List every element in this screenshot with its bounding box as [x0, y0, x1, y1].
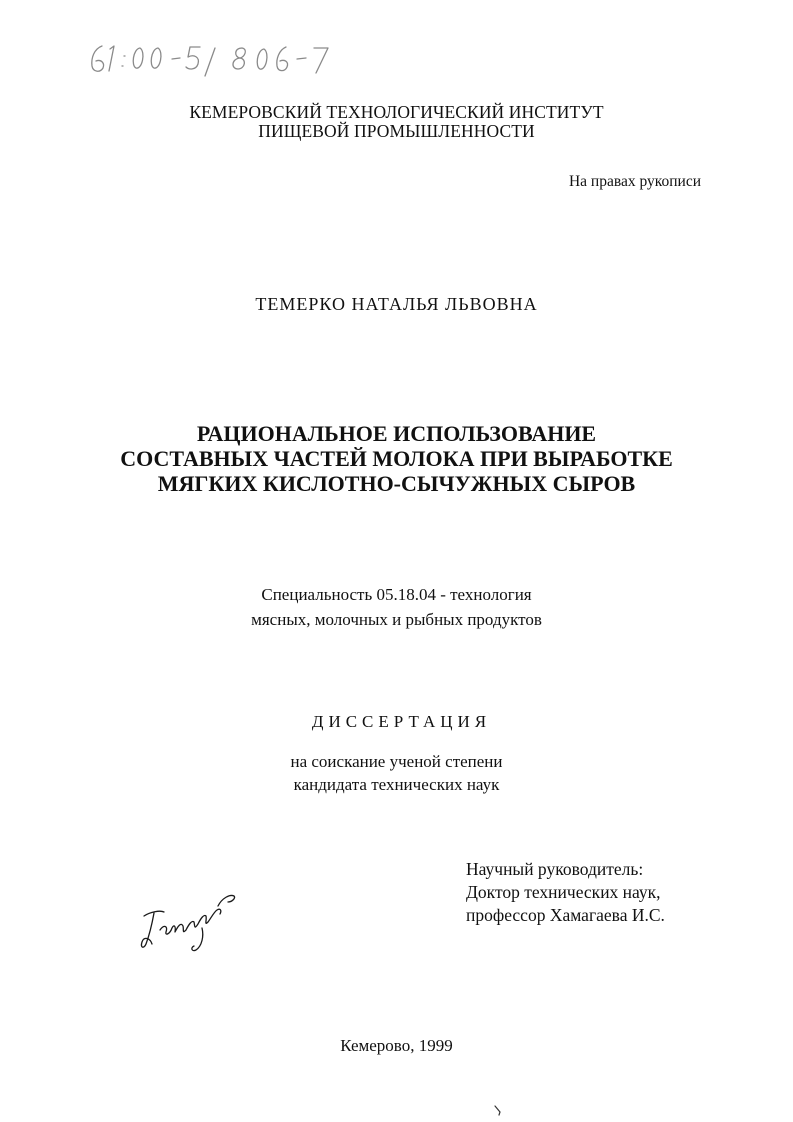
dissertation-title: [0, 421, 793, 496]
title-line-3: МЯГКИХ КИСЛОТНО-СЫЧУЖНЫХ СЫРОВ: [157, 471, 636, 496]
scientific-advisor: [466, 858, 665, 927]
author-signature: [138, 886, 238, 954]
rights-note: На правах рукописи: [568, 173, 701, 190]
advisor-line-3: профессор Хамагаева И.С.: [466, 905, 665, 925]
title-line-1: РАЦИОНАЛЬНОЕ ИСПОЛЬЗОВАНИЕ: [196, 421, 597, 446]
institute-line-1: КЕМЕРОВСКИЙ ТЕХНОЛОГИЧЕСКИЙ ИНСТИТУТ: [189, 102, 604, 122]
specialty-line-1: Специальность 05.18.04 - технология: [261, 585, 532, 604]
advisor-line-2: Доктор технических наук,: [466, 882, 661, 902]
archive-mark: [88, 40, 363, 80]
specialty-line-2: мясных, молочных и рыбных продуктов: [251, 610, 542, 629]
institute-line-2: ПИЩЕВОЙ ПРОМЫШЛЕННОСТИ: [258, 121, 535, 141]
author-name: ТЕМЕРКО НАТАЛЬЯ ЛЬВОВНА: [255, 294, 538, 314]
specialty: [0, 582, 793, 632]
degree-line-1: на соискание ученой степени: [290, 752, 503, 771]
document-type: ДИССЕРТАЦИЯ: [311, 712, 492, 731]
degree-line-2: кандидата технических наук: [293, 775, 500, 794]
city-year: Кемерово, 1999: [340, 1036, 453, 1055]
advisor-line-1: Научный руководитель:: [466, 859, 644, 879]
title-line-2: СОСТАВНЫХ ЧАСТЕЙ МОЛОКА ПРИ ВЫРАБОТКЕ: [120, 446, 673, 471]
scan-speck: [493, 1103, 503, 1115]
institute-name: [0, 103, 793, 141]
degree-statement: [0, 750, 793, 796]
